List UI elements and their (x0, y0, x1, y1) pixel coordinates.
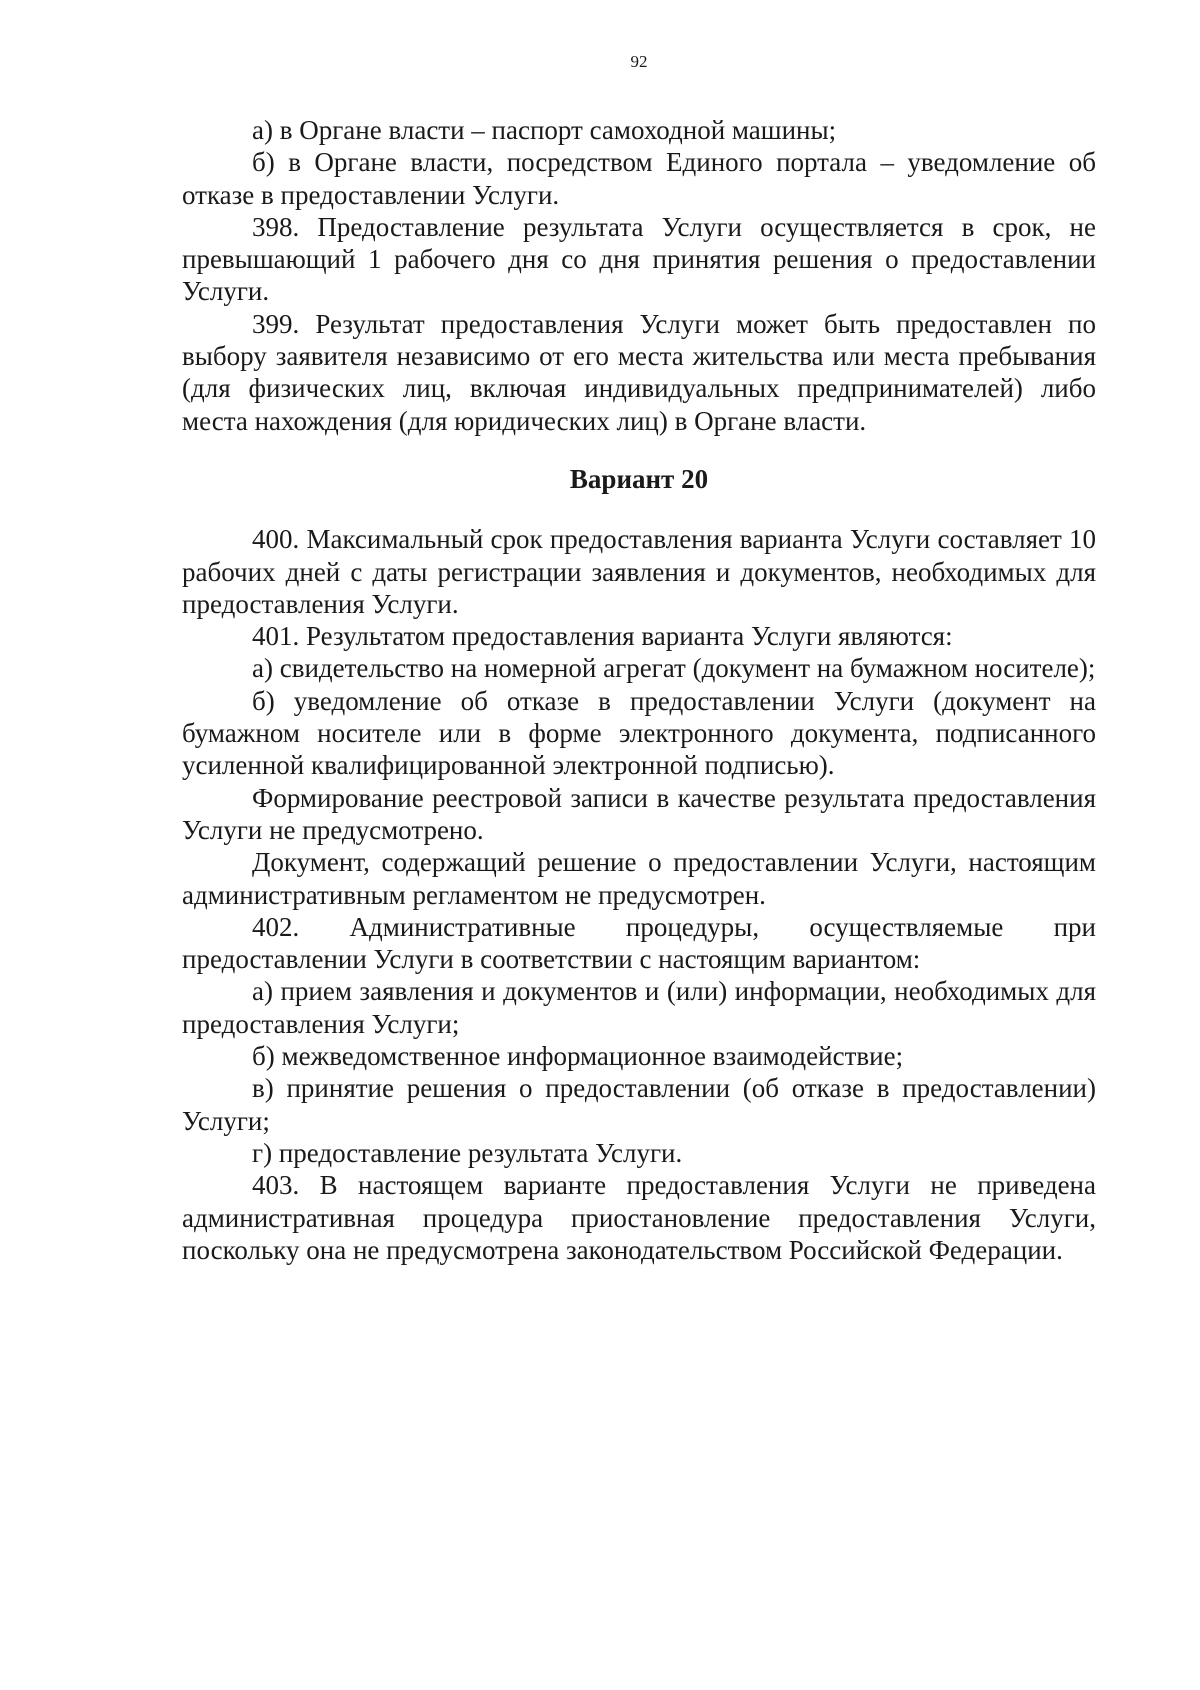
section-heading: Вариант 20 (569, 463, 709, 494)
paragraph: г) предоставление результата Услуги. (252, 1137, 683, 1168)
paragraph: а) свидетельство на номерной агрегат (документ на бумажном носителе); (252, 653, 1096, 684)
paragraph: Формирование реестровой записи в качестве результата предоставления Услуги не предусмотрено. (182, 782, 1096, 845)
paragraph: б) в Органе власти, посредством Единого портала – уведомление об отказе в предоставлении Услуги. (182, 147, 1096, 210)
paragraph: Документ, содержащий решение о предоставлении Услуги, настоящим административным регламентом не предусмотрен. (182, 847, 1096, 910)
paragraph: 401. Результатом предоставления варианта Услуги являются: (252, 621, 953, 652)
paragraph: 400. Максимальный срок предоставления варианта Услуги составляет 10 рабочих дней с даты регистрации заявления и документов, необходимых для предоставления Услуги. (182, 524, 1096, 619)
paragraph: 402. Административные процедуры, осуществляемые при предоставлении Услуги в соответствии с настоящим вариантом: (182, 911, 1096, 975)
paragraph: 398. Предоставление результата Услуги осуществляется в срок, не превышающий 1 рабочего дня со дня принятия решения о предоставлении Услуги. (182, 211, 1096, 307)
document-page (182, 0, 1096, 1690)
paragraph: 403. В настоящем варианте предоставления Услуги не приведена административная процедура приостановление предоставления Услуги, поскольку она не предусмотрена законодательством Российской Федерации. (182, 1170, 1096, 1265)
paragraph: а) в Органе власти – паспорт самоходной машины; (252, 115, 837, 145)
page-number: 92 (630, 52, 648, 71)
document-body (182, 114, 1096, 1266)
paragraph: б) уведомление об отказе в предоставлении Услуги (документ на бумажном носителе или в форме электронного документа, подписанного усиленной квалифицированной электронной подписью). (182, 685, 1096, 781)
paragraph: а) прием заявления и документов и (или) информации, необходимых для предоставления Услуги; (182, 976, 1096, 1039)
paragraph: в) принятие решения о предоставлении (об отказе в предоставлении) Услуги; (182, 1073, 1096, 1136)
paragraph: 399. Результат предоставления Услуги может быть предоставлен по выбору заявителя независимо от его места жительства или места пребывания (для физических лиц, включая индивидуальных предпринимателей) либо места нахождения (для юридических лиц) в Органе власти. (182, 308, 1096, 436)
paragraph: б) межведомственное информационное взаимодействие; (252, 1041, 904, 1072)
